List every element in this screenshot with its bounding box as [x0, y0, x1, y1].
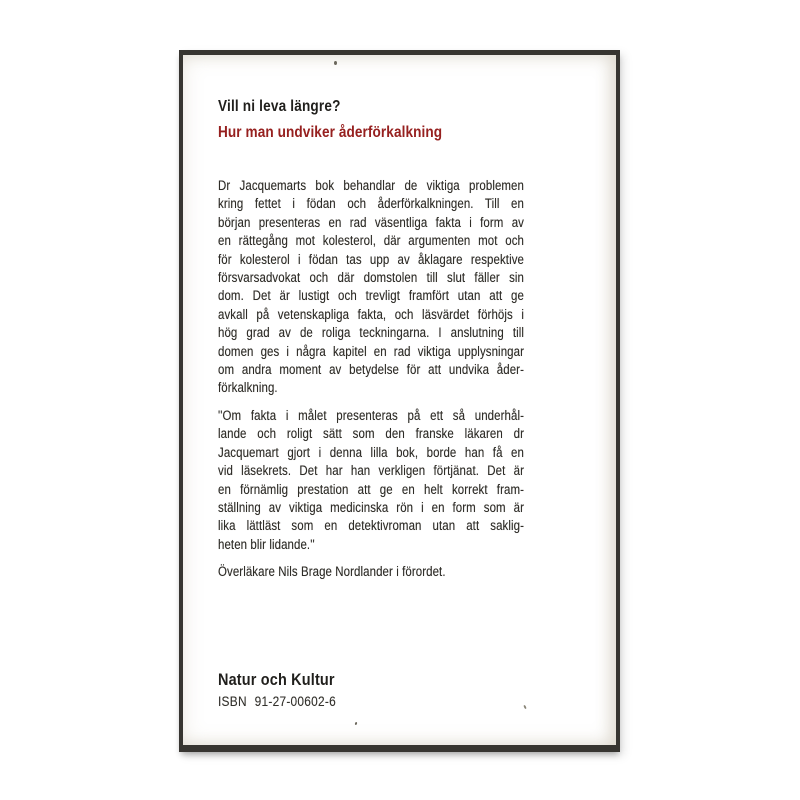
paper-speck	[334, 61, 337, 65]
text-line: försvarsadvokat och där domstolen till slut fäller sin	[218, 269, 524, 285]
text-line: dom. Det är lustigt och trevligt framfört utan att ge	[218, 288, 524, 304]
text-line: förkalkning.	[218, 380, 278, 396]
blurb-attribution	[218, 563, 524, 581]
text-line: Överläkare Nils Brage Nordlander i förordet.	[218, 564, 446, 579]
text-line: domen ges i några kapitel en rad viktiga upplysningar	[218, 343, 524, 359]
text-line: Jacquemart gjort i denna lilla bok, borde han få en	[218, 444, 524, 460]
text-line: en rättegång mot kolesterol, där argumenten mot och	[218, 233, 524, 249]
book-title: Vill ni leva längre?	[218, 98, 341, 115]
text-line: för kolesterol i födan tas upp av åklagare respektive	[218, 251, 524, 267]
text-line: heten blir lidande.''	[218, 536, 315, 552]
blurb-paragraph-1	[218, 177, 524, 398]
text-line: om andra moment av betydelse för att undvika åder-	[218, 361, 524, 377]
isbn-number: ISBN 91-27-00602-6	[218, 693, 337, 709]
publisher-name: Natur och Kultur	[218, 670, 335, 689]
text-line: Dr Jacquemarts bok behandlar de viktiga problemen	[218, 178, 524, 193]
text-line: kring fettet i födan och åderförkalkningen. Till en	[218, 196, 524, 212]
book-back-cover	[179, 50, 620, 752]
book-subtitle: Hur man undviker åderförkalkning	[218, 124, 443, 141]
text-line: lande och roligt sätt som den franske läkaren dr	[218, 426, 524, 442]
text-line: början presenteras en rad väsentliga fakta i form av	[218, 214, 524, 230]
text-line: ''Om fakta i målet presenteras på ett så underhål-	[218, 408, 524, 423]
text-line: vid läsekrets. Det har han verkligen förtjänat. Det är	[218, 463, 524, 479]
cover-text-column	[218, 55, 524, 745]
text-line: ställning av viktiga medicinska rön i en form som är	[218, 499, 524, 515]
blurb-quote-paragraph	[218, 407, 524, 554]
text-line: hög grad av de roliga teckningarna. I anslutning till	[218, 325, 524, 341]
text-line: avkall på vetenskapliga fakta, och läsvärdet förhöjs i	[218, 306, 524, 322]
paper-speck	[523, 705, 527, 709]
text-line: lika lättläst som en detektivroman utan att saklig-	[218, 518, 524, 534]
text-line: en förnämlig prestation att ge en helt korrekt fram-	[218, 481, 524, 497]
